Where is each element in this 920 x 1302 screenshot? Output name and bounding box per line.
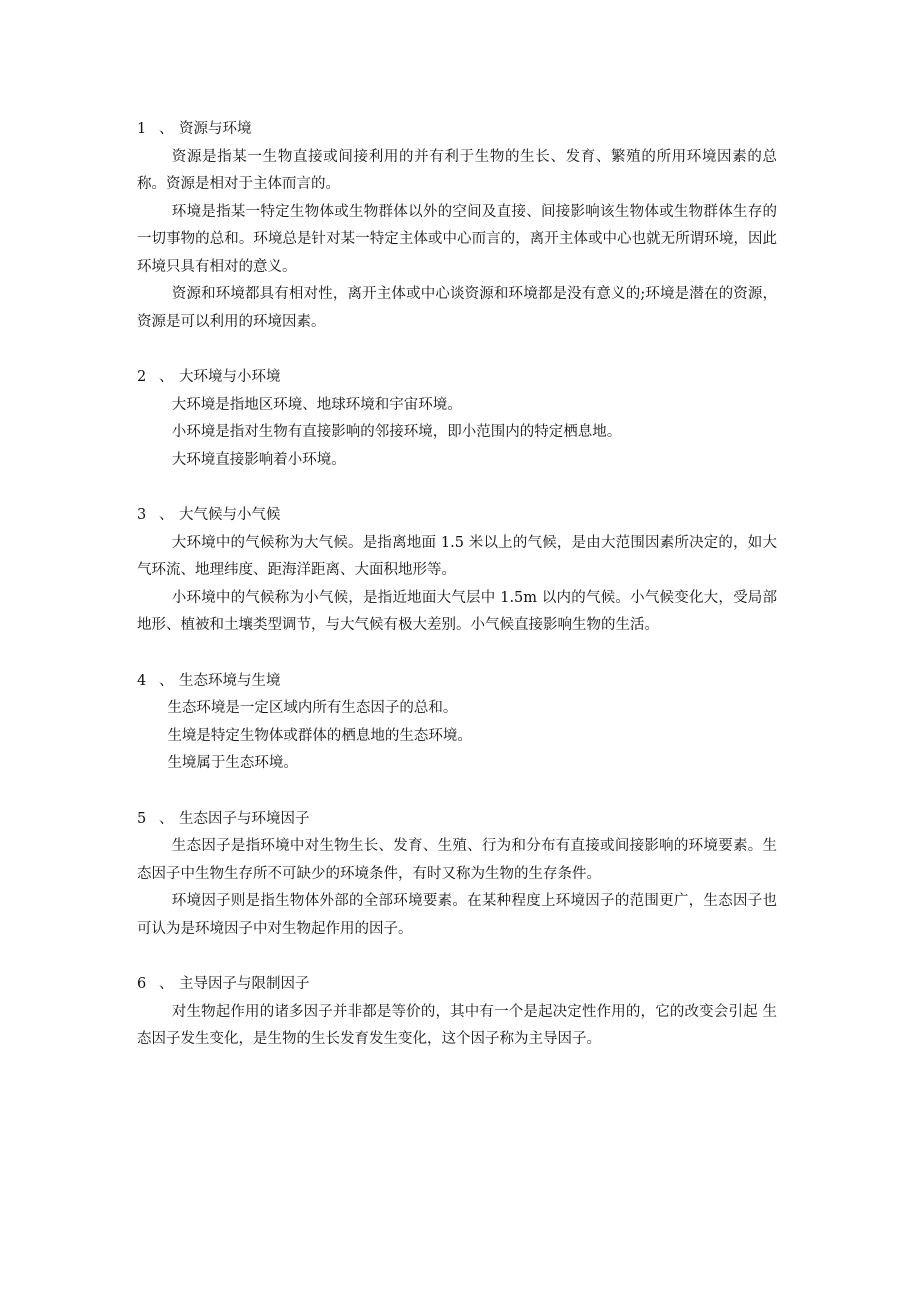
paragraph: 资源是指某一生物直接或间接利用的并有利于生物的生长、发育、繁殖的所用环境因素的总称。资源是相对于主体而言的。 xyxy=(137,148,777,192)
paragraph: 环境是指某一特定生物体或生物群体以外的空间及直接、间接影响该生物体或生物群体生存的一切事物的总和。环境总是针对某一特定主体或中心而言的，离开主体或中心也就无所谓环境，因此环境只具有相对的意义。 xyxy=(137,203,777,275)
paragraph: 大环境中的气候称为大气候。是指离地面 1.5 米以上的气候，是由大范围因素所决定的，如大气环流、地理纬度、距海洋距离、大面积地形等。 xyxy=(137,534,777,578)
section-resources-environment xyxy=(137,116,777,336)
section-title: 主导因子与限制因子 xyxy=(179,976,310,992)
paragraph: 大环境是指地区环境、地球环境和宇宙环境。 xyxy=(171,396,462,413)
section-macro-micro-climate xyxy=(137,502,777,640)
section-eco-environment-habitat xyxy=(137,668,777,778)
section-separator: 、 xyxy=(159,507,174,523)
section-title: 大气候与小气候 xyxy=(179,507,281,523)
section-number: 5 xyxy=(137,810,147,827)
paragraph: 小环境中的气候称为小气候，是指近地面大气层中 1.5m 以内的气候。小气候变化大，受局部地形、植被和土壤类型调节，与大气候有极大差别。小气候直接影响生物的生活。 xyxy=(137,589,777,633)
section-heading xyxy=(137,806,777,834)
paragraph: 生境是特定生物体或群体的栖息地的生态环境。 xyxy=(167,727,472,744)
document-page xyxy=(137,116,777,1082)
section-number: 3 xyxy=(137,507,147,523)
section-heading xyxy=(137,502,777,530)
paragraph: 生态因子是指环境中对生物生长、发育、生殖、行为和分布有直接或间接影响的环境要素。生态因子中生物生存所不可缺少的环境条件，有时又称为生物的生存条件。 xyxy=(137,838,777,882)
paragraph: 生境属于生态环境。 xyxy=(167,755,298,771)
section-separator: 、 xyxy=(159,810,174,827)
section-separator: 、 xyxy=(159,672,174,689)
section-heading xyxy=(137,668,777,696)
section-title: 资源与环境 xyxy=(179,121,252,137)
paragraph: 生态环境是一定区域内所有生态因子的总和。 xyxy=(167,700,458,716)
paragraph: 资源和环境都具有相对性，离开主体或中心谈资源和环境都是没有意义的;环境是潜在的资源，资源是可以利用的环境因素。 xyxy=(137,286,777,330)
section-number: 6 xyxy=(137,976,147,992)
section-number: 4 xyxy=(137,672,147,689)
section-macro-micro-environment xyxy=(137,364,777,474)
section-separator: 、 xyxy=(159,976,174,992)
paragraph: 对生物起作用的诸多因子并非都是等价的，其中有一个是起决定性作用的，它的改变会引起 生态因子发生变化，是生物的生长发育发生变化，这个因子称为主导因子。 xyxy=(137,1003,777,1047)
section-separator: 、 xyxy=(159,121,174,137)
paragraph: 环境因子则是指生物体外部的全部环境要素。在某种程度上环境因子的范围更广，生态因子也可认为是环境因子中对生物起作用的因子。 xyxy=(137,893,777,937)
section-title: 大环境与小环境 xyxy=(179,369,281,385)
section-separator: 、 xyxy=(159,369,174,385)
section-dominant-limiting-factors xyxy=(137,971,777,1054)
section-title: 生态环境与生境 xyxy=(179,672,281,689)
section-heading xyxy=(137,364,777,392)
section-number: 1 xyxy=(137,121,147,137)
section-number: 2 xyxy=(137,369,147,385)
section-heading xyxy=(137,971,777,999)
paragraph: 大环境直接影响着小环境。 xyxy=(171,451,346,468)
section-title: 生态因子与环境因子 xyxy=(179,810,310,827)
paragraph: 小环境是指对生物有直接影响的邻接环境，即小范围内的特定栖息地。 xyxy=(171,424,622,440)
section-heading xyxy=(137,116,777,144)
section-eco-environmental-factors xyxy=(137,806,777,944)
